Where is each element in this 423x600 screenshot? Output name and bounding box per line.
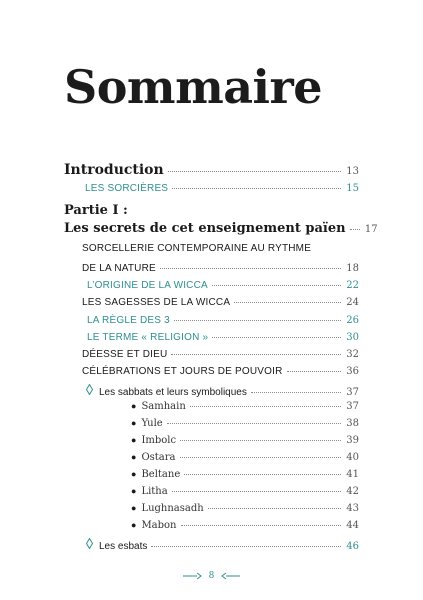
toc-label: SORCELLERIE CONTEMPORAINE AU RYTHME bbox=[82, 243, 312, 254]
dot-leader bbox=[174, 320, 341, 321]
dot-leader bbox=[172, 491, 341, 492]
bullet-icon: ● bbox=[131, 486, 137, 496]
dot-leader bbox=[151, 546, 341, 547]
toc-label: LES SORCIÈRES bbox=[85, 183, 169, 194]
toc-label: Samhain bbox=[141, 401, 186, 412]
toc-page-number: 39 bbox=[346, 435, 359, 446]
toc-label: LES SAGESSES DE LA WICCA bbox=[82, 297, 231, 308]
toc-entry-lughnasadh[interactable] bbox=[131, 504, 359, 514]
dot-leader bbox=[172, 188, 341, 189]
page-number: 8 bbox=[208, 571, 215, 581]
dot-leader bbox=[180, 440, 341, 441]
dot-leader bbox=[287, 371, 341, 372]
dot-leader bbox=[184, 474, 341, 475]
toc-label: DÉESSE ET DIEU bbox=[82, 349, 168, 360]
toc-label: LE TERME « RELIGION » bbox=[87, 332, 209, 343]
bullet-icon: ● bbox=[131, 469, 137, 479]
toc-entry-yule[interactable] bbox=[131, 419, 359, 429]
toc-page-number: 42 bbox=[346, 486, 359, 497]
toc-entry-mabon[interactable] bbox=[131, 521, 359, 531]
toc-entry-esbats[interactable] bbox=[86, 538, 359, 552]
dot-leader bbox=[208, 508, 341, 509]
toc-entry-litha[interactable] bbox=[131, 487, 359, 497]
toc-entry-sagesses-wicca[interactable] bbox=[82, 298, 359, 308]
toc-label: Beltane bbox=[141, 469, 181, 480]
toc-page-number: 37 bbox=[346, 401, 359, 412]
toc-page-number: 26 bbox=[346, 315, 359, 326]
toc-page-number: 18 bbox=[346, 263, 359, 274]
toc-page-number: 40 bbox=[346, 452, 359, 463]
toc-page-number: 37 bbox=[346, 387, 359, 398]
toc-entry-partie-1[interactable] bbox=[64, 221, 378, 236]
dot-leader bbox=[234, 302, 341, 303]
toc-label: DE LA NATURE bbox=[82, 263, 156, 274]
toc-part-heading bbox=[64, 204, 359, 217]
toc-page-number: 24 bbox=[346, 297, 359, 308]
toc-page-number: 22 bbox=[346, 280, 359, 291]
toc-entry-samhain[interactable] bbox=[131, 402, 359, 412]
bullet-icon: ● bbox=[131, 520, 137, 530]
diamond-icon bbox=[86, 538, 93, 549]
dot-leader bbox=[160, 268, 341, 269]
diamond-icon bbox=[86, 384, 93, 395]
dot-leader bbox=[181, 525, 341, 526]
toc-page-number: 17 bbox=[364, 224, 378, 235]
dot-leader bbox=[167, 423, 341, 424]
toc-page-number: 15 bbox=[346, 183, 359, 194]
toc-label: LA RÈGLE DES 3 bbox=[87, 315, 170, 326]
dot-leader bbox=[168, 171, 341, 172]
bullet-icon: ● bbox=[131, 452, 137, 462]
toc-label: Litha bbox=[141, 486, 168, 497]
toc-label: Lughnasadh bbox=[141, 503, 204, 514]
bullet-icon: ● bbox=[131, 435, 137, 445]
toc-page-number: 13 bbox=[346, 166, 359, 177]
toc-page-number: 30 bbox=[346, 332, 359, 343]
toc-label: L’ORIGINE DE LA WICCA bbox=[87, 280, 208, 291]
toc-label: CÉLÉBRATIONS ET JOURS DE POUVOIR bbox=[82, 366, 283, 377]
dot-leader bbox=[190, 406, 341, 407]
dot-leader bbox=[212, 285, 341, 286]
toc-label: Les esbats bbox=[99, 541, 148, 552]
dot-leader bbox=[212, 337, 341, 338]
toc-label: Les secrets de cet enseignement païen bbox=[64, 221, 346, 236]
ornament-icon bbox=[183, 572, 203, 580]
toc-label: Yule bbox=[141, 418, 163, 429]
toc-entry-deesse-et-dieu[interactable] bbox=[82, 350, 359, 360]
dot-leader bbox=[180, 457, 342, 458]
bullet-icon: ● bbox=[131, 503, 137, 513]
toc-page-number: 32 bbox=[346, 349, 359, 360]
bullet-icon: ● bbox=[131, 418, 137, 428]
toc-label: Imbolc bbox=[141, 435, 177, 446]
dot-leader bbox=[251, 392, 341, 393]
toc-entry-sorcellerie[interactable] bbox=[82, 264, 359, 274]
ornament-icon bbox=[220, 572, 240, 580]
toc-entry-sabbats[interactable] bbox=[86, 384, 359, 398]
toc-label: Ostara bbox=[141, 452, 176, 463]
toc-page-number: 46 bbox=[346, 541, 359, 552]
toc-label: Introduction bbox=[64, 162, 164, 178]
toc-entry-terme-religion[interactable] bbox=[87, 333, 359, 343]
toc-page-number: 44 bbox=[346, 520, 359, 531]
toc-entry-ostara[interactable] bbox=[131, 453, 359, 463]
toc-entry-origine-wicca[interactable] bbox=[87, 281, 359, 291]
toc-page-number: 43 bbox=[346, 503, 359, 514]
dot-leader bbox=[350, 229, 360, 230]
toc-entry-beltane[interactable] bbox=[131, 470, 359, 480]
toc-page-number: 36 bbox=[346, 366, 359, 377]
page-footer bbox=[0, 571, 423, 581]
toc-entry-regle-des-3[interactable] bbox=[87, 316, 359, 326]
bullet-icon: ● bbox=[131, 401, 137, 411]
toc-page-number: 38 bbox=[346, 418, 359, 429]
toc-entry-sorcellerie-line1 bbox=[82, 244, 359, 254]
dot-leader bbox=[171, 354, 341, 355]
toc-page-number: 41 bbox=[346, 469, 359, 480]
toc-entry-les-sorcieres[interactable] bbox=[85, 184, 359, 194]
toc-label: Les sabbats et leurs symboliques bbox=[99, 387, 247, 398]
toc-entry-celebrations[interactable] bbox=[82, 367, 359, 377]
toc-label: Partie I : bbox=[64, 203, 128, 218]
page-title: Sommaire bbox=[64, 60, 323, 114]
toc-entry-introduction[interactable] bbox=[64, 163, 359, 177]
toc-entry-imbolc[interactable] bbox=[131, 436, 359, 446]
toc-label: Mabon bbox=[141, 520, 177, 531]
